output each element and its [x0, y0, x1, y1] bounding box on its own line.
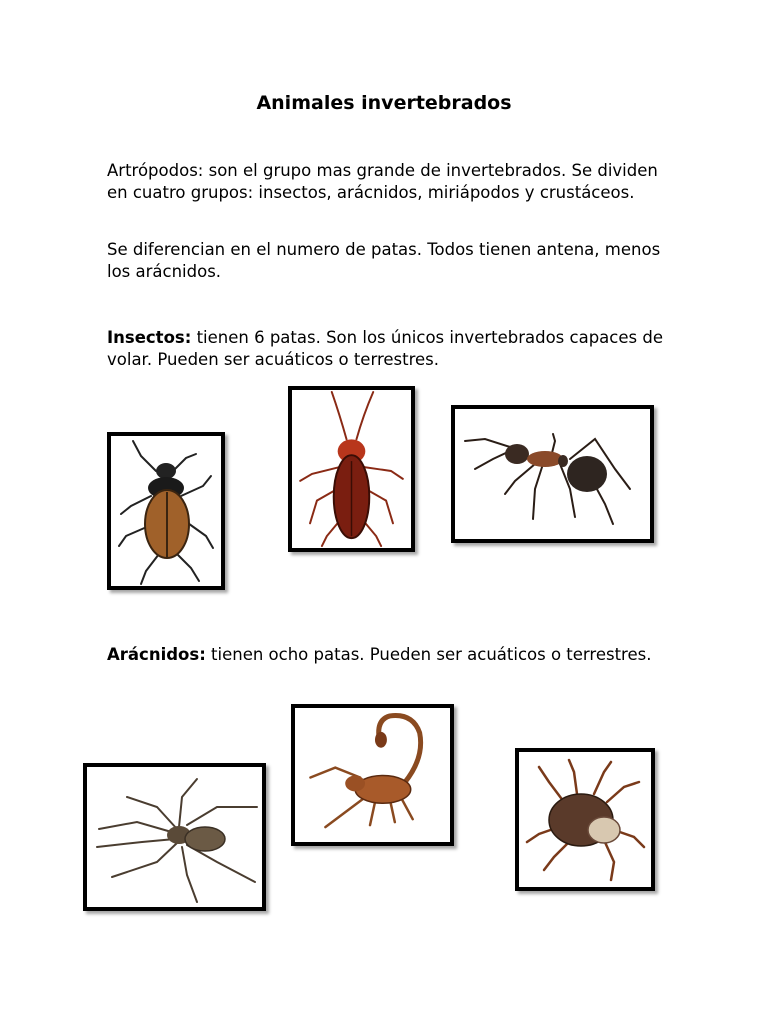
- ant-image: [451, 405, 654, 543]
- tick-icon: [519, 752, 651, 887]
- tick-image: [515, 748, 655, 891]
- ant-icon: [455, 409, 650, 539]
- arachnids-text: tienen ocho patas. Pueden ser acuáticos o terrestres.: [205, 645, 652, 664]
- arachnids-paragraph: [107, 644, 667, 666]
- intro-paragraph-2: Se diferencian en el numero de patas. Todos tienen antena, menos los arácnidos.: [107, 240, 661, 281]
- arachnids-label: Arácnidos:: [107, 645, 206, 664]
- insects-text: tienen 6 patas. Son los únicos invertebrados capaces de volar. Pueden ser acuáticos o terrestres.: [107, 328, 663, 369]
- insects-paragraph: [107, 327, 667, 371]
- scorpion-image: [291, 704, 454, 846]
- page-title: Animales invertebrados: [256, 92, 512, 114]
- spider-icon: [87, 767, 262, 907]
- beetle-icon: [111, 436, 221, 586]
- cockroach-image: [288, 386, 415, 552]
- beetle-image: [107, 432, 225, 590]
- spider-image: [83, 763, 266, 911]
- scorpion-icon: [295, 708, 450, 842]
- cockroach-icon: [292, 390, 411, 548]
- insects-label: Insectos:: [107, 328, 192, 347]
- intro-paragraph-1: Artrópodos: son el grupo mas grande de invertebrados. Se dividen en cuatro grupos: insectos, arácnidos, miriápodos y crustáceos.: [107, 161, 658, 202]
